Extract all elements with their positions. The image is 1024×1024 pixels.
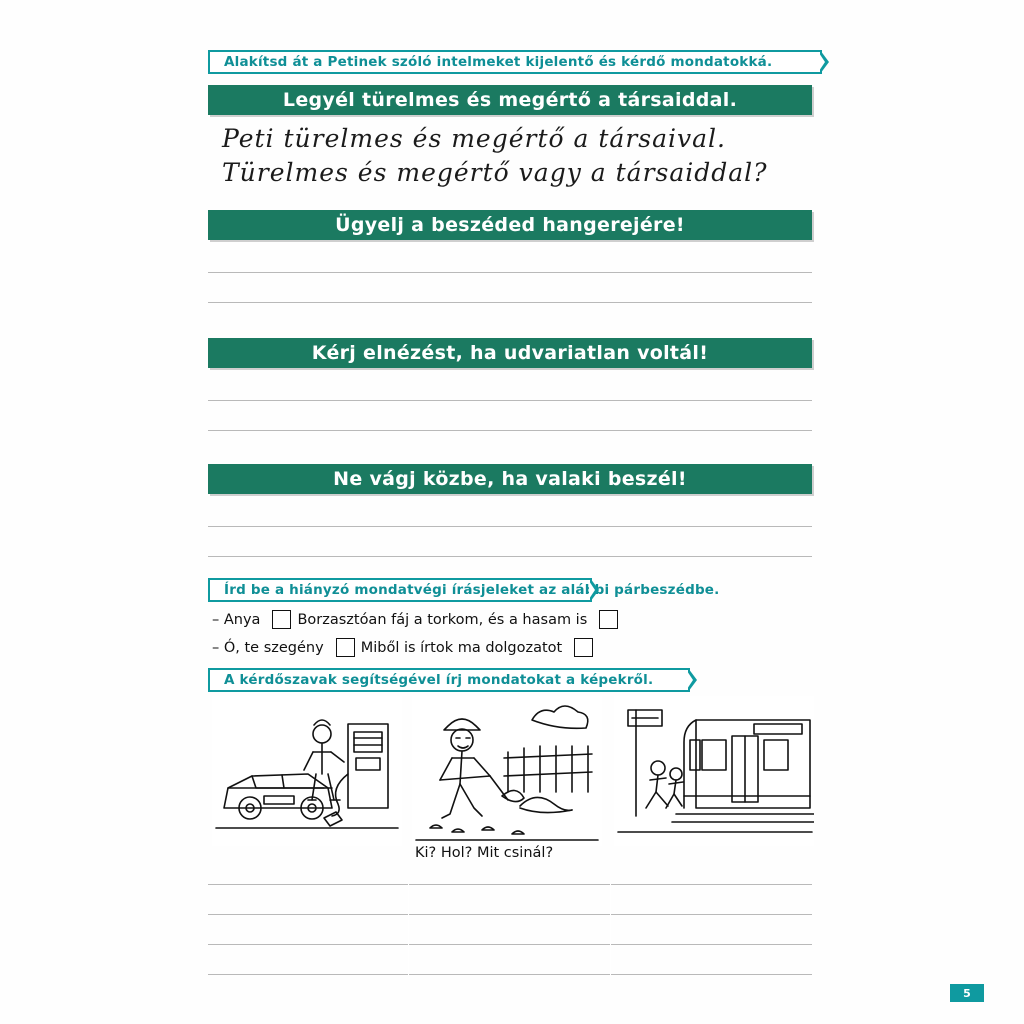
gas-station-car-illustration: [212, 696, 402, 846]
sentence-bar-2: [208, 210, 812, 240]
dialogue-line-1: [212, 610, 624, 629]
instruction-ribbon-task-2: [208, 578, 720, 602]
instruction-text: A kérdőszavak segítségével írj mondatokat a képekről.: [224, 672, 654, 688]
column-separator: [408, 884, 409, 976]
dialogue-part: Borzasztóan fáj a torkom, és a hasam is: [297, 611, 588, 628]
writing-rule[interactable]: [208, 884, 812, 885]
dialogue-part: Miből is írtok ma dolgozatot: [360, 639, 563, 656]
handwritten-answer-1: Peti türelmes és megértő a társaival.: [222, 124, 726, 153]
punctuation-box[interactable]: [599, 610, 618, 629]
instruction-ribbon-task-1: [208, 50, 822, 74]
page-number: 5: [950, 984, 984, 1002]
dialogue-part: – Ó, te szegény: [212, 639, 324, 656]
instruction-text: Írd be a hiányzó mondatvégi írásjeleket az alábbi párbeszédbe.: [224, 582, 720, 598]
instruction-text: Alakítsd át a Petinek szóló intelmeket kijelentő és kérdő mondatokká.: [224, 54, 773, 70]
tram-station-illustration: [614, 696, 814, 846]
sentence-bar-1: [208, 85, 812, 115]
instruction-ribbon-task-3: [208, 668, 690, 692]
sentence-bar-3: [208, 338, 812, 368]
writing-rule[interactable]: [208, 944, 812, 945]
punctuation-box[interactable]: [336, 638, 355, 657]
sentence-text: Legyél türelmes és megértő a társaiddal.: [282, 89, 738, 111]
sentence-bar-4: [208, 464, 812, 494]
writing-rule[interactable]: [208, 430, 812, 431]
writing-rule[interactable]: [208, 400, 812, 401]
sentence-text: Ne vágj közbe, ha valaki beszél!: [333, 468, 687, 490]
writing-rule[interactable]: [208, 302, 812, 303]
writing-rule[interactable]: [208, 526, 812, 527]
punctuation-box[interactable]: [574, 638, 593, 657]
question-words: Ki? Hol? Mit csinál?: [415, 845, 554, 861]
writing-rule[interactable]: [208, 272, 812, 273]
sentence-text: Kérj elnézést, ha udvariatlan voltál!: [311, 342, 709, 364]
dialogue-part: – Anya: [212, 611, 261, 628]
handwritten-answer-2: Türelmes és megértő vagy a társaiddal?: [222, 158, 768, 187]
sentence-text: Ügyelj a beszéded hangerejére!: [335, 214, 685, 236]
writing-rule[interactable]: [208, 974, 812, 975]
writing-rule[interactable]: [208, 914, 812, 915]
dialogue-line-2: [212, 638, 599, 657]
punctuation-box[interactable]: [272, 610, 291, 629]
road-worker-digging-illustration: [412, 696, 602, 846]
column-separator: [610, 884, 611, 976]
writing-rule[interactable]: [208, 556, 812, 557]
